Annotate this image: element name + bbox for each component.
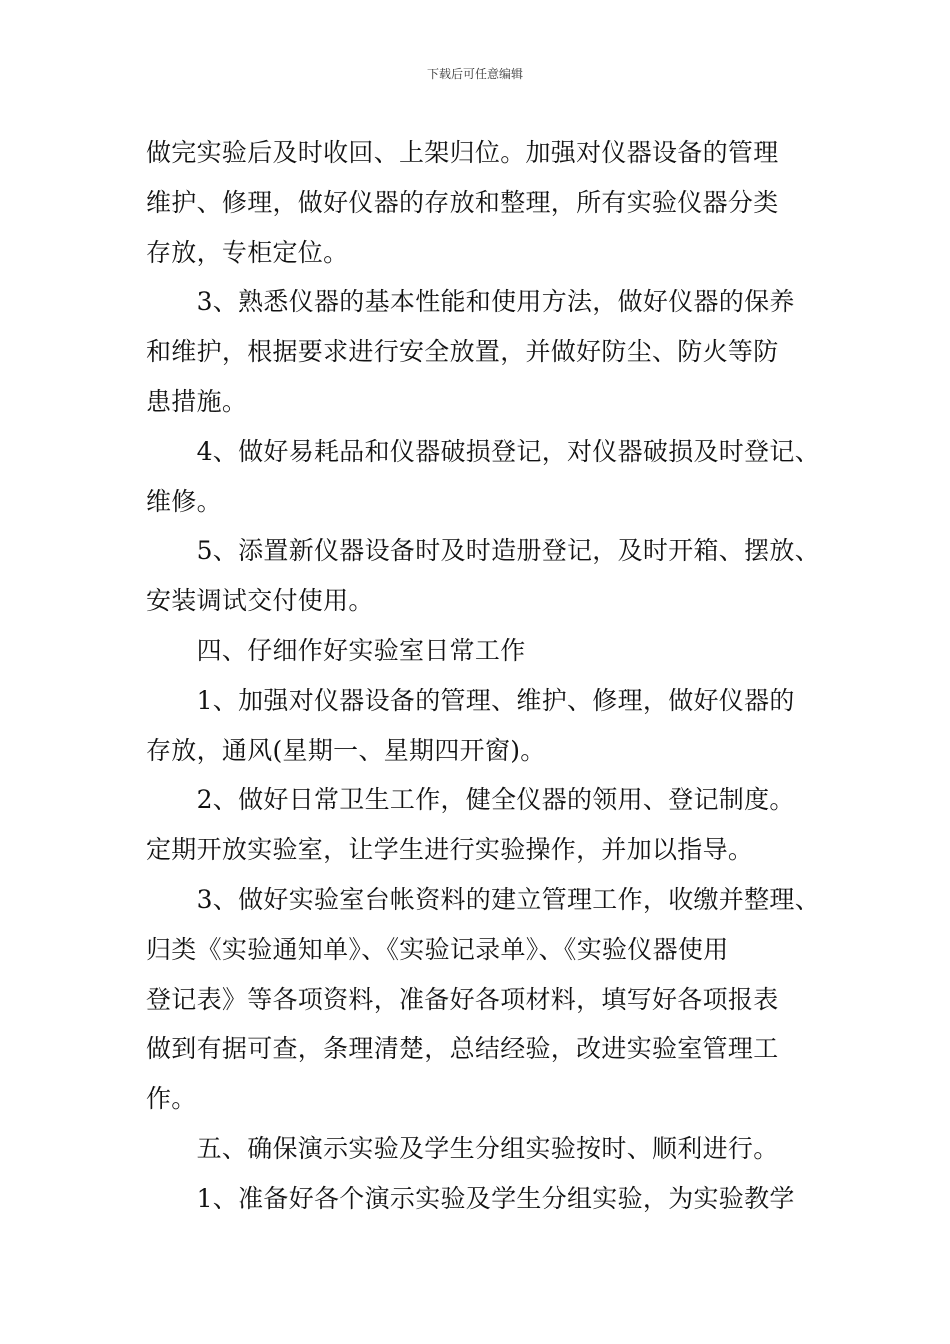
page-header: 下载后可任意编辑 [426, 67, 523, 81]
text-line: 存放，通风(星期一、星期四开窗)。 [146, 735, 546, 765]
text-line: 1、准备好各个演示实验及学生分组实验，为实验教学 [146, 1183, 795, 1213]
text-line: 5、添置新仪器设备时及时造册登记，及时开箱、摆放、 [146, 536, 821, 566]
section-heading: 四、仔细作好实验室日常工作 [146, 635, 526, 665]
text-line: 维修。 [146, 486, 222, 516]
text-line: 登记表》等各项资料，准备好各项材料，填写好各项报表 [146, 984, 779, 1014]
text-line: 和维护，根据要求进行安全放置，并做好防尘、防火等防 [146, 337, 779, 367]
text-line: 作。 [146, 1084, 197, 1114]
text-line: 安装调试交付使用。 [146, 586, 374, 616]
text-line: 1、加强对仪器设备的管理、维护、修理，做好仪器的 [146, 685, 795, 715]
text-line: 4、做好易耗品和仪器破损登记，对仪器破损及时登记、 [146, 436, 821, 466]
text-line: 定期开放实验室，让学生进行实验操作，并加以指导。 [146, 835, 754, 865]
text-line: 3、做好实验室台帐资料的建立管理工作，收缴并整理、 [146, 884, 821, 914]
text-line: 归类《实验通知单》、《实验记录单》、《实验仪器使用 [146, 934, 729, 964]
section-heading: 五、确保演示实验及学生分组实验按时、顺利进行。 [146, 1133, 779, 1163]
text-line: 做完实验后及时收回、上架归位。加强对仪器设备的管理 [146, 138, 779, 167]
text-line: 做到有据可查，条理清楚，总结经验，改进实验室管理工 [146, 1034, 779, 1064]
text-line: 3、熟悉仪器的基本性能和使用方法，做好仪器的保养 [146, 287, 795, 317]
text-line: 维护、修理，做好仪器的存放和整理，所有实验仪器分类 [146, 187, 779, 217]
text-line: 存放，专柜定位。 [146, 237, 349, 267]
document-body [146, 128, 826, 1224]
text-line: 患措施。 [146, 386, 248, 416]
text-line: 2、做好日常卫生工作，健全仪器的领用、登记制度。 [146, 785, 795, 815]
